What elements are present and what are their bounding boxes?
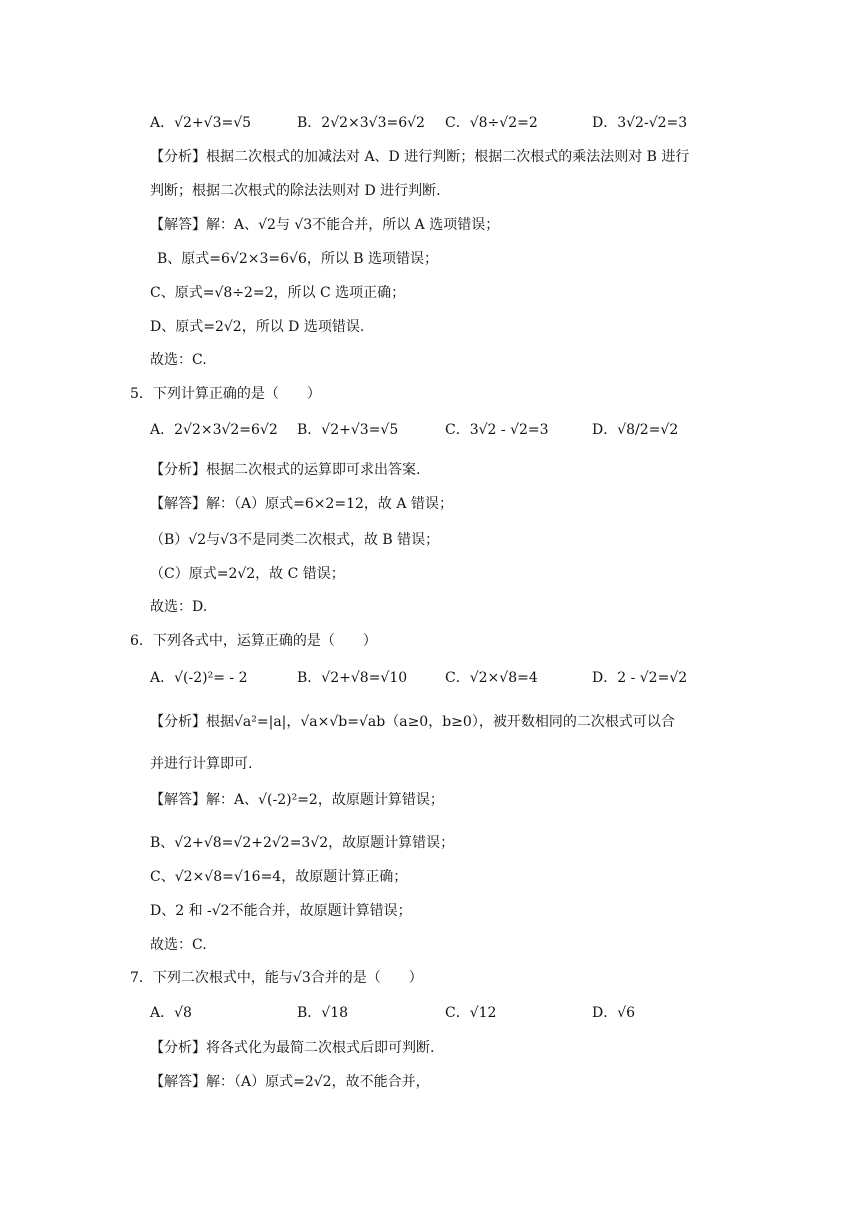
q4-options-option-c: C．√8÷√2=2 [445,115,538,131]
q4-answer-1-text: 【解答】解：A、√2与 √3不能合并，所以 A 选项错误； [150,217,500,233]
q6-answer-1-text: 【解答】解：A、√(-2)²=2，故原题计算错误； [150,792,444,808]
q4-choice-text: 故选：C. [150,352,207,368]
q4-answer-2-text: B、原式=6√2×3=6√6，所以 B 选项错误； [157,251,439,267]
q7-stem-text: 7．下列二次根式中，能与√3合并的是（ ） [130,970,423,986]
q7-options-option-d: D．√6 [592,1005,636,1021]
q4-analysis-2-text: 判断；根据二次根式的除法法则对 D 进行判断. [150,183,441,199]
q4-answer-3-text: C、原式=√8÷2=2，所以 C 选项正确； [150,285,406,301]
q6-analysis-1-text: 【分析】根据√a²=|a|，√a×√b=√ab（a≥0，b≥0），被开数相同的二次根式可以合 [150,714,675,730]
q4-analysis-1-text: 【分析】根据二次根式的加减法对 A、D 进行判断；根据二次根式的乘法法则对 B 进行 [150,149,690,165]
q7-options-option-a: A．√8 [150,1005,192,1021]
q7-analysis-text: 【分析】将各式化为最简二次根式后即可判断. [150,1040,435,1056]
q5-answer-3-text: （C）原式=2√2，故 C 错误； [150,566,345,582]
q6-choice-text: 故选：C. [150,937,207,953]
q6-answer-3-text: C、√2×√8=√16=4，故原题计算正确； [150,869,408,885]
q5-options-option-d: D．√8/2=√2 [592,422,679,438]
q5-analysis-text: 【分析】根据二次根式的运算即可求出答案. [150,462,421,478]
q4-options-option-a: A．√2+√3=√5 [150,115,252,131]
q5-options-option-a: A．2√2×3√2=6√2 [150,422,278,438]
q6-analysis-2-text: 并进行计算即可. [150,756,253,772]
q6-options-option-a: A．√(-2)²= - 2 [150,670,248,686]
q6-options-option-b: B．√2+√8=√10 [297,670,408,686]
q6-stem-text: 6．下列各式中，运算正确的是（ ） [130,633,377,649]
q6-answer-4-text: D、2 和 -√2不能合并，故原题计算错误； [150,903,412,919]
q5-stem-text: 5．下列计算正确的是（ ） [130,386,321,402]
q5-answer-2-text: （B）√2与√3不是同类二次根式，故 B 错误； [150,532,440,548]
q4-options-option-d: D．3√2-√2=3 [592,115,688,131]
q7-options-option-c: C．√12 [445,1005,497,1021]
q4-options-option-b: B．2√2×3√3=6√2 [297,115,425,131]
q5-options-option-c: C．3√2 - √2=3 [445,422,549,438]
q5-options-option-b: B．√2+√3=√5 [297,422,399,438]
q4-answer-4-text: D、原式=2√2，所以 D 选项错误. [150,319,365,335]
q5-answer-1-text: 【解答】解：（A）原式=6×2=12，故 A 错误； [150,496,453,512]
q6-options-option-d: D．2 - √2=√2 [592,670,688,686]
q5-choice-text: 故选：D. [150,599,208,615]
q6-options-option-c: C．√2×√8=4 [445,670,538,686]
q7-answer-1-text: 【解答】解：（A）原式=2√2，故不能合并， [150,1074,430,1090]
q7-options-option-b: B．√18 [297,1005,349,1021]
q6-answer-2-text: B、√2+√8=√2+2√2=3√2，故原题计算错误； [150,835,455,851]
